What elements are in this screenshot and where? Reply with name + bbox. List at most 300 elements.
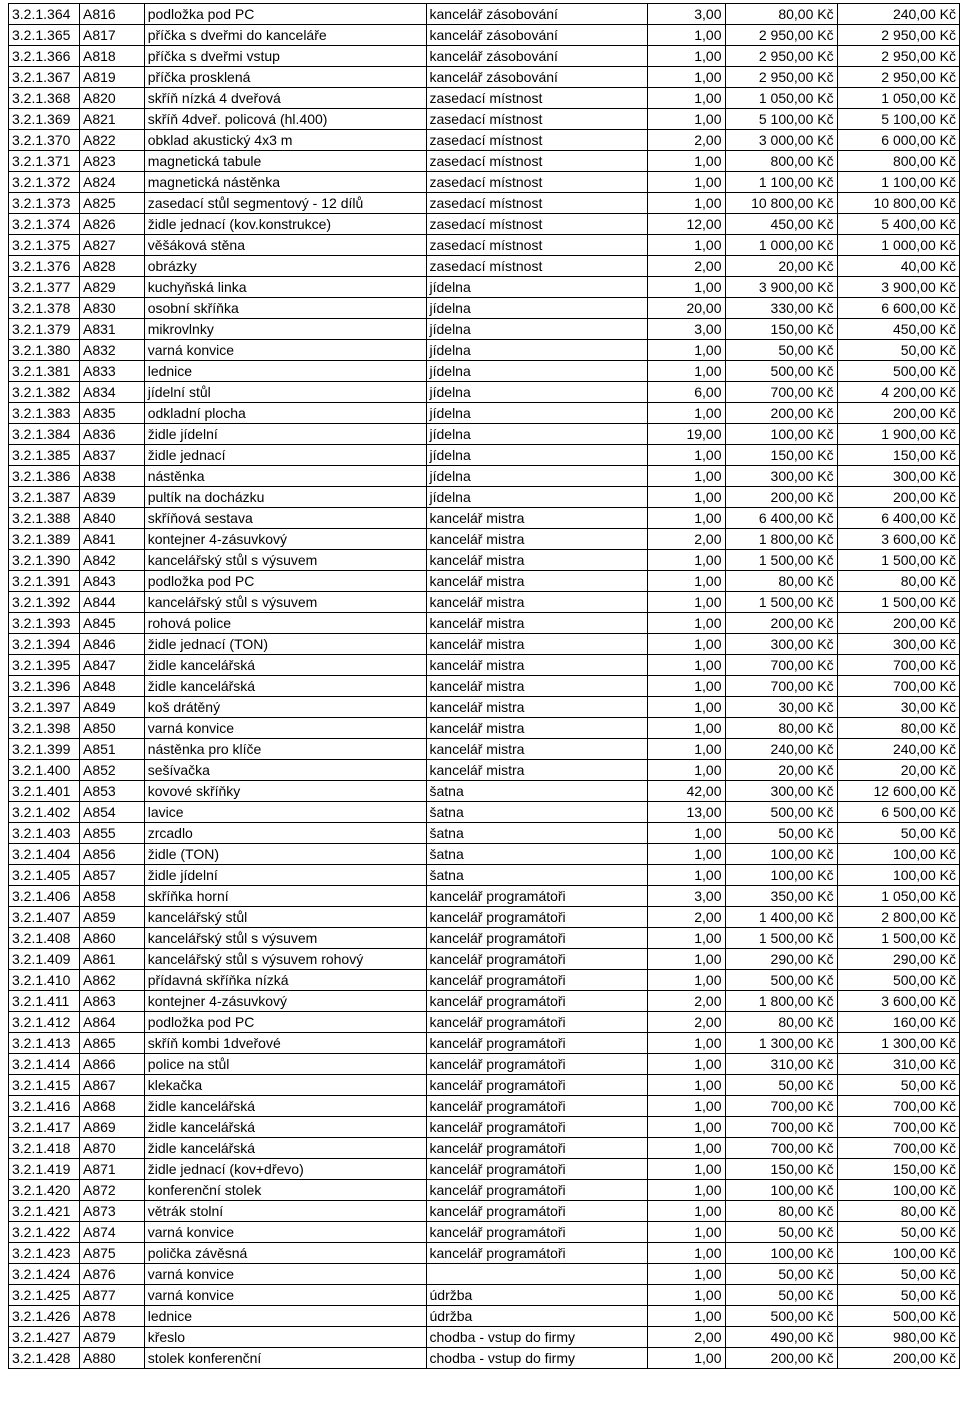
room-cell: kancelář programátoři (426, 1033, 647, 1054)
quantity-cell: 1,00 (647, 550, 725, 571)
table-row (9, 298, 960, 319)
code-cell: A845 (80, 613, 145, 634)
code-cell: A863 (80, 991, 145, 1012)
quantity-cell: 1,00 (647, 760, 725, 781)
table-row (9, 1222, 960, 1243)
unit-price-cell: 50,00 Kč (725, 1264, 837, 1285)
quantity-cell: 1,00 (647, 970, 725, 991)
total-price-cell: 50,00 Kč (837, 340, 959, 361)
room-cell: kancelář mistra (426, 676, 647, 697)
item-name-cell: magnetická nástěnka (144, 172, 426, 193)
quantity-cell: 1,00 (647, 193, 725, 214)
room-cell: údržba (426, 1285, 647, 1306)
item-number-cell: 3.2.1.374 (9, 214, 80, 235)
item-name-cell: židle kancelářská (144, 676, 426, 697)
item-number-cell: 3.2.1.385 (9, 445, 80, 466)
quantity-cell: 1,00 (647, 508, 725, 529)
item-number-cell: 3.2.1.365 (9, 25, 80, 46)
total-price-cell: 3 600,00 Kč (837, 991, 959, 1012)
total-price-cell: 1 500,00 Kč (837, 592, 959, 613)
total-price-cell: 6 500,00 Kč (837, 802, 959, 823)
item-name-cell: židle jednací (kov+dřevo) (144, 1159, 426, 1180)
item-number-cell: 3.2.1.373 (9, 193, 80, 214)
unit-price-cell: 450,00 Kč (725, 214, 837, 235)
table-row (9, 571, 960, 592)
table-row (9, 1033, 960, 1054)
room-cell: jídelna (426, 466, 647, 487)
item-name-cell: kancelářský stůl (144, 907, 426, 928)
room-cell: zasedací místnost (426, 235, 647, 256)
table-row (9, 1201, 960, 1222)
code-cell: A838 (80, 466, 145, 487)
quantity-cell: 1,00 (647, 865, 725, 886)
quantity-cell: 1,00 (647, 340, 725, 361)
table-row (9, 634, 960, 655)
item-number-cell: 3.2.1.371 (9, 151, 80, 172)
total-price-cell: 1 300,00 Kč (837, 1033, 959, 1054)
total-price-cell: 1 050,00 Kč (837, 88, 959, 109)
item-name-cell: přídavná skříňka nízká (144, 970, 426, 991)
item-name-cell: skříň kombi 1dveřové (144, 1033, 426, 1054)
total-price-cell: 700,00 Kč (837, 1117, 959, 1138)
unit-price-cell: 1 050,00 Kč (725, 88, 837, 109)
code-cell: A844 (80, 592, 145, 613)
table-row (9, 1285, 960, 1306)
quantity-cell: 1,00 (647, 151, 725, 172)
room-cell: zasedací místnost (426, 214, 647, 235)
table-row (9, 67, 960, 88)
total-price-cell: 700,00 Kč (837, 1096, 959, 1117)
code-cell: A853 (80, 781, 145, 802)
total-price-cell: 1 900,00 Kč (837, 424, 959, 445)
unit-price-cell: 50,00 Kč (725, 1285, 837, 1306)
item-number-cell: 3.2.1.387 (9, 487, 80, 508)
room-cell: zasedací místnost (426, 172, 647, 193)
code-cell: A874 (80, 1222, 145, 1243)
table-row (9, 613, 960, 634)
code-cell: A842 (80, 550, 145, 571)
table-row (9, 592, 960, 613)
table-row (9, 1138, 960, 1159)
quantity-cell: 2,00 (647, 1012, 725, 1033)
unit-price-cell: 20,00 Kč (725, 256, 837, 277)
room-cell: kancelář mistra (426, 529, 647, 550)
item-number-cell: 3.2.1.420 (9, 1180, 80, 1201)
unit-price-cell: 500,00 Kč (725, 1306, 837, 1327)
table-row (9, 928, 960, 949)
unit-price-cell: 200,00 Kč (725, 1348, 837, 1369)
item-number-cell: 3.2.1.393 (9, 613, 80, 634)
item-number-cell: 3.2.1.398 (9, 718, 80, 739)
unit-price-cell: 290,00 Kč (725, 949, 837, 970)
code-cell: A826 (80, 214, 145, 235)
item-number-cell: 3.2.1.404 (9, 844, 80, 865)
item-name-cell: skříňka horní (144, 886, 426, 907)
item-name-cell: nástěnka (144, 466, 426, 487)
unit-price-cell: 700,00 Kč (725, 676, 837, 697)
total-price-cell: 150,00 Kč (837, 1159, 959, 1180)
code-cell: A868 (80, 1096, 145, 1117)
room-cell: kancelář mistra (426, 655, 647, 676)
room-cell: jídelna (426, 487, 647, 508)
room-cell: jídelna (426, 361, 647, 382)
code-cell: A829 (80, 277, 145, 298)
room-cell: kancelář programátoři (426, 1096, 647, 1117)
room-cell: kancelář programátoři (426, 1117, 647, 1138)
unit-price-cell: 150,00 Kč (725, 1159, 837, 1180)
code-cell: A877 (80, 1285, 145, 1306)
room-cell: zasedací místnost (426, 109, 647, 130)
unit-price-cell: 350,00 Kč (725, 886, 837, 907)
item-number-cell: 3.2.1.408 (9, 928, 80, 949)
total-price-cell: 1 100,00 Kč (837, 172, 959, 193)
room-cell: kancelář mistra (426, 592, 647, 613)
unit-price-cell: 700,00 Kč (725, 1096, 837, 1117)
room-cell: jídelna (426, 340, 647, 361)
total-price-cell: 700,00 Kč (837, 676, 959, 697)
quantity-cell: 1,00 (647, 1348, 725, 1369)
item-name-cell: podložka pod PC (144, 4, 426, 25)
item-name-cell: věšáková stěna (144, 235, 426, 256)
item-name-cell: příčka prosklená (144, 67, 426, 88)
item-name-cell: magnetická tabule (144, 151, 426, 172)
unit-price-cell: 1 800,00 Kč (725, 991, 837, 1012)
code-cell: A879 (80, 1327, 145, 1348)
item-name-cell: obrázky (144, 256, 426, 277)
quantity-cell: 1,00 (647, 1159, 725, 1180)
code-cell: A878 (80, 1306, 145, 1327)
table-row (9, 1159, 960, 1180)
table-row (9, 781, 960, 802)
room-cell: kancelář programátoři (426, 1159, 647, 1180)
room-cell: kancelář programátoři (426, 1180, 647, 1201)
item-number-cell: 3.2.1.402 (9, 802, 80, 823)
quantity-cell: 1,00 (647, 109, 725, 130)
room-cell: jídelna (426, 403, 647, 424)
table-row (9, 1180, 960, 1201)
unit-price-cell: 240,00 Kč (725, 739, 837, 760)
room-cell: šatna (426, 802, 647, 823)
quantity-cell: 1,00 (647, 571, 725, 592)
item-number-cell: 3.2.1.370 (9, 130, 80, 151)
code-cell: A849 (80, 697, 145, 718)
total-price-cell: 800,00 Kč (837, 151, 959, 172)
total-price-cell: 500,00 Kč (837, 361, 959, 382)
table-row (9, 1243, 960, 1264)
unit-price-cell: 300,00 Kč (725, 634, 837, 655)
room-cell: zasedací místnost (426, 256, 647, 277)
code-cell: A825 (80, 193, 145, 214)
room-cell: chodba - vstup do firmy (426, 1327, 647, 1348)
code-cell: A861 (80, 949, 145, 970)
code-cell: A862 (80, 970, 145, 991)
item-number-cell: 3.2.1.391 (9, 571, 80, 592)
quantity-cell: 1,00 (647, 823, 725, 844)
unit-price-cell: 20,00 Kč (725, 760, 837, 781)
item-name-cell: podložka pod PC (144, 1012, 426, 1033)
quantity-cell: 1,00 (647, 1285, 725, 1306)
unit-price-cell: 2 950,00 Kč (725, 67, 837, 88)
total-price-cell: 500,00 Kč (837, 1306, 959, 1327)
item-number-cell: 3.2.1.394 (9, 634, 80, 655)
quantity-cell: 20,00 (647, 298, 725, 319)
item-name-cell: rohová police (144, 613, 426, 634)
item-number-cell: 3.2.1.428 (9, 1348, 80, 1369)
unit-price-cell: 100,00 Kč (725, 865, 837, 886)
item-number-cell: 3.2.1.395 (9, 655, 80, 676)
code-cell: A819 (80, 67, 145, 88)
total-price-cell: 2 950,00 Kč (837, 67, 959, 88)
item-number-cell: 3.2.1.425 (9, 1285, 80, 1306)
item-name-cell: klekačka (144, 1075, 426, 1096)
item-number-cell: 3.2.1.377 (9, 277, 80, 298)
quantity-cell: 1,00 (647, 613, 725, 634)
table-row (9, 319, 960, 340)
room-cell: kancelář mistra (426, 697, 647, 718)
item-name-cell: varná konvice (144, 1285, 426, 1306)
unit-price-cell: 80,00 Kč (725, 4, 837, 25)
quantity-cell: 2,00 (647, 907, 725, 928)
table-row (9, 550, 960, 571)
unit-price-cell: 700,00 Kč (725, 1138, 837, 1159)
total-price-cell: 240,00 Kč (837, 4, 959, 25)
unit-price-cell: 200,00 Kč (725, 487, 837, 508)
total-price-cell: 80,00 Kč (837, 571, 959, 592)
quantity-cell: 1,00 (647, 1117, 725, 1138)
quantity-cell: 1,00 (647, 718, 725, 739)
room-cell: chodba - vstup do firmy (426, 1348, 647, 1369)
total-price-cell: 100,00 Kč (837, 1243, 959, 1264)
table-row (9, 823, 960, 844)
room-cell: kancelář programátoři (426, 970, 647, 991)
quantity-cell: 1,00 (647, 655, 725, 676)
item-number-cell: 3.2.1.389 (9, 529, 80, 550)
room-cell: zasedací místnost (426, 193, 647, 214)
room-cell: kancelář zásobování (426, 67, 647, 88)
room-cell: jídelna (426, 445, 647, 466)
quantity-cell: 1,00 (647, 25, 725, 46)
item-name-cell: varná konvice (144, 718, 426, 739)
total-price-cell: 310,00 Kč (837, 1054, 959, 1075)
item-name-cell: zrcadlo (144, 823, 426, 844)
unit-price-cell: 100,00 Kč (725, 844, 837, 865)
item-number-cell: 3.2.1.369 (9, 109, 80, 130)
item-number-cell: 3.2.1.382 (9, 382, 80, 403)
table-row (9, 802, 960, 823)
code-cell: A852 (80, 760, 145, 781)
item-number-cell: 3.2.1.405 (9, 865, 80, 886)
room-cell: kancelář mistra (426, 718, 647, 739)
inventory-table (8, 3, 960, 1369)
total-price-cell: 1 050,00 Kč (837, 886, 959, 907)
table-row (9, 1306, 960, 1327)
item-number-cell: 3.2.1.375 (9, 235, 80, 256)
total-price-cell: 1 000,00 Kč (837, 235, 959, 256)
item-name-cell: židle kancelářská (144, 655, 426, 676)
item-name-cell: osobní skříňka (144, 298, 426, 319)
unit-price-cell: 700,00 Kč (725, 655, 837, 676)
room-cell: jídelna (426, 424, 647, 445)
total-price-cell: 50,00 Kč (837, 1285, 959, 1306)
quantity-cell: 1,00 (647, 1180, 725, 1201)
total-price-cell: 300,00 Kč (837, 634, 959, 655)
item-number-cell: 3.2.1.392 (9, 592, 80, 613)
item-name-cell: konferenční stolek (144, 1180, 426, 1201)
room-cell: kancelář programátoři (426, 907, 647, 928)
total-price-cell: 5 100,00 Kč (837, 109, 959, 130)
total-price-cell: 200,00 Kč (837, 613, 959, 634)
item-name-cell: kovové skříňky (144, 781, 426, 802)
code-cell: A859 (80, 907, 145, 928)
total-price-cell: 100,00 Kč (837, 844, 959, 865)
table-row (9, 1012, 960, 1033)
total-price-cell: 100,00 Kč (837, 865, 959, 886)
table-row (9, 949, 960, 970)
code-cell: A860 (80, 928, 145, 949)
table-row (9, 655, 960, 676)
unit-price-cell: 800,00 Kč (725, 151, 837, 172)
total-price-cell: 1 500,00 Kč (837, 550, 959, 571)
code-cell: A818 (80, 46, 145, 67)
code-cell: A831 (80, 319, 145, 340)
room-cell: šatna (426, 823, 647, 844)
item-name-cell: obklad akustický 4x3 m (144, 130, 426, 151)
table-row (9, 1096, 960, 1117)
table-row (9, 25, 960, 46)
unit-price-cell: 80,00 Kč (725, 1201, 837, 1222)
table-row (9, 739, 960, 760)
item-name-cell: židle jednací (kov.konstrukce) (144, 214, 426, 235)
item-number-cell: 3.2.1.421 (9, 1201, 80, 1222)
item-name-cell: koš drátěný (144, 697, 426, 718)
total-price-cell: 500,00 Kč (837, 970, 959, 991)
table-row (9, 697, 960, 718)
unit-price-cell: 50,00 Kč (725, 1222, 837, 1243)
total-price-cell: 12 600,00 Kč (837, 781, 959, 802)
code-cell: A857 (80, 865, 145, 886)
code-cell: A869 (80, 1117, 145, 1138)
quantity-cell: 2,00 (647, 256, 725, 277)
item-name-cell: kontejner 4-zásuvkový (144, 529, 426, 550)
item-number-cell: 3.2.1.416 (9, 1096, 80, 1117)
item-name-cell: odkladní plocha (144, 403, 426, 424)
code-cell: A880 (80, 1348, 145, 1369)
quantity-cell: 1,00 (647, 1222, 725, 1243)
table-row (9, 4, 960, 25)
table-row (9, 382, 960, 403)
item-number-cell: 3.2.1.367 (9, 67, 80, 88)
code-cell: A840 (80, 508, 145, 529)
quantity-cell: 6,00 (647, 382, 725, 403)
room-cell: kancelář programátoři (426, 1243, 647, 1264)
code-cell: A854 (80, 802, 145, 823)
item-number-cell: 3.2.1.426 (9, 1306, 80, 1327)
quantity-cell: 1,00 (647, 88, 725, 109)
table-row (9, 277, 960, 298)
quantity-cell: 1,00 (647, 1075, 725, 1096)
item-name-cell: varná konvice (144, 1222, 426, 1243)
code-cell: A846 (80, 634, 145, 655)
total-price-cell: 200,00 Kč (837, 1348, 959, 1369)
room-cell: kancelář programátoři (426, 1138, 647, 1159)
unit-price-cell: 2 950,00 Kč (725, 46, 837, 67)
item-number-cell: 3.2.1.386 (9, 466, 80, 487)
item-number-cell: 3.2.1.422 (9, 1222, 80, 1243)
item-name-cell: skříňová sestava (144, 508, 426, 529)
table-row (9, 1117, 960, 1138)
unit-price-cell: 1 800,00 Kč (725, 529, 837, 550)
total-price-cell: 50,00 Kč (837, 1075, 959, 1096)
item-name-cell: kuchyňská linka (144, 277, 426, 298)
table-row (9, 718, 960, 739)
code-cell: A834 (80, 382, 145, 403)
item-number-cell: 3.2.1.364 (9, 4, 80, 25)
item-name-cell: křeslo (144, 1327, 426, 1348)
code-cell: A823 (80, 151, 145, 172)
code-cell: A841 (80, 529, 145, 550)
unit-price-cell: 500,00 Kč (725, 970, 837, 991)
unit-price-cell: 1 500,00 Kč (725, 928, 837, 949)
table-row (9, 340, 960, 361)
table-row (9, 151, 960, 172)
total-price-cell: 10 800,00 Kč (837, 193, 959, 214)
quantity-cell: 1,00 (647, 1033, 725, 1054)
table-row (9, 865, 960, 886)
item-number-cell: 3.2.1.399 (9, 739, 80, 760)
room-cell: kancelář mistra (426, 760, 647, 781)
total-price-cell: 50,00 Kč (837, 1264, 959, 1285)
item-number-cell: 3.2.1.380 (9, 340, 80, 361)
quantity-cell: 12,00 (647, 214, 725, 235)
quantity-cell: 1,00 (647, 1306, 725, 1327)
room-cell: kancelář mistra (426, 739, 647, 760)
quantity-cell: 1,00 (647, 1138, 725, 1159)
unit-price-cell: 700,00 Kč (725, 1117, 837, 1138)
item-name-cell: příčka s dveřmi vstup (144, 46, 426, 67)
room-cell: kancelář mistra (426, 508, 647, 529)
room-cell: jídelna (426, 298, 647, 319)
item-name-cell: lavice (144, 802, 426, 823)
code-cell: A820 (80, 88, 145, 109)
table-row (9, 466, 960, 487)
quantity-cell: 1,00 (647, 739, 725, 760)
item-number-cell: 3.2.1.372 (9, 172, 80, 193)
quantity-cell: 1,00 (647, 676, 725, 697)
code-cell: A847 (80, 655, 145, 676)
table-row (9, 256, 960, 277)
total-price-cell: 6 000,00 Kč (837, 130, 959, 151)
code-cell: A832 (80, 340, 145, 361)
code-cell: A821 (80, 109, 145, 130)
room-cell (426, 1264, 647, 1285)
inventory-table-body (9, 4, 960, 1369)
quantity-cell: 1,00 (647, 1096, 725, 1117)
table-row (9, 109, 960, 130)
item-name-cell: židle kancelářská (144, 1117, 426, 1138)
code-cell: A830 (80, 298, 145, 319)
code-cell: A843 (80, 571, 145, 592)
item-number-cell: 3.2.1.407 (9, 907, 80, 928)
unit-price-cell: 100,00 Kč (725, 1243, 837, 1264)
table-row (9, 760, 960, 781)
item-number-cell: 3.2.1.381 (9, 361, 80, 382)
table-row (9, 1348, 960, 1369)
room-cell: údržba (426, 1306, 647, 1327)
item-number-cell: 3.2.1.400 (9, 760, 80, 781)
code-cell: A856 (80, 844, 145, 865)
code-cell: A867 (80, 1075, 145, 1096)
total-price-cell: 30,00 Kč (837, 697, 959, 718)
